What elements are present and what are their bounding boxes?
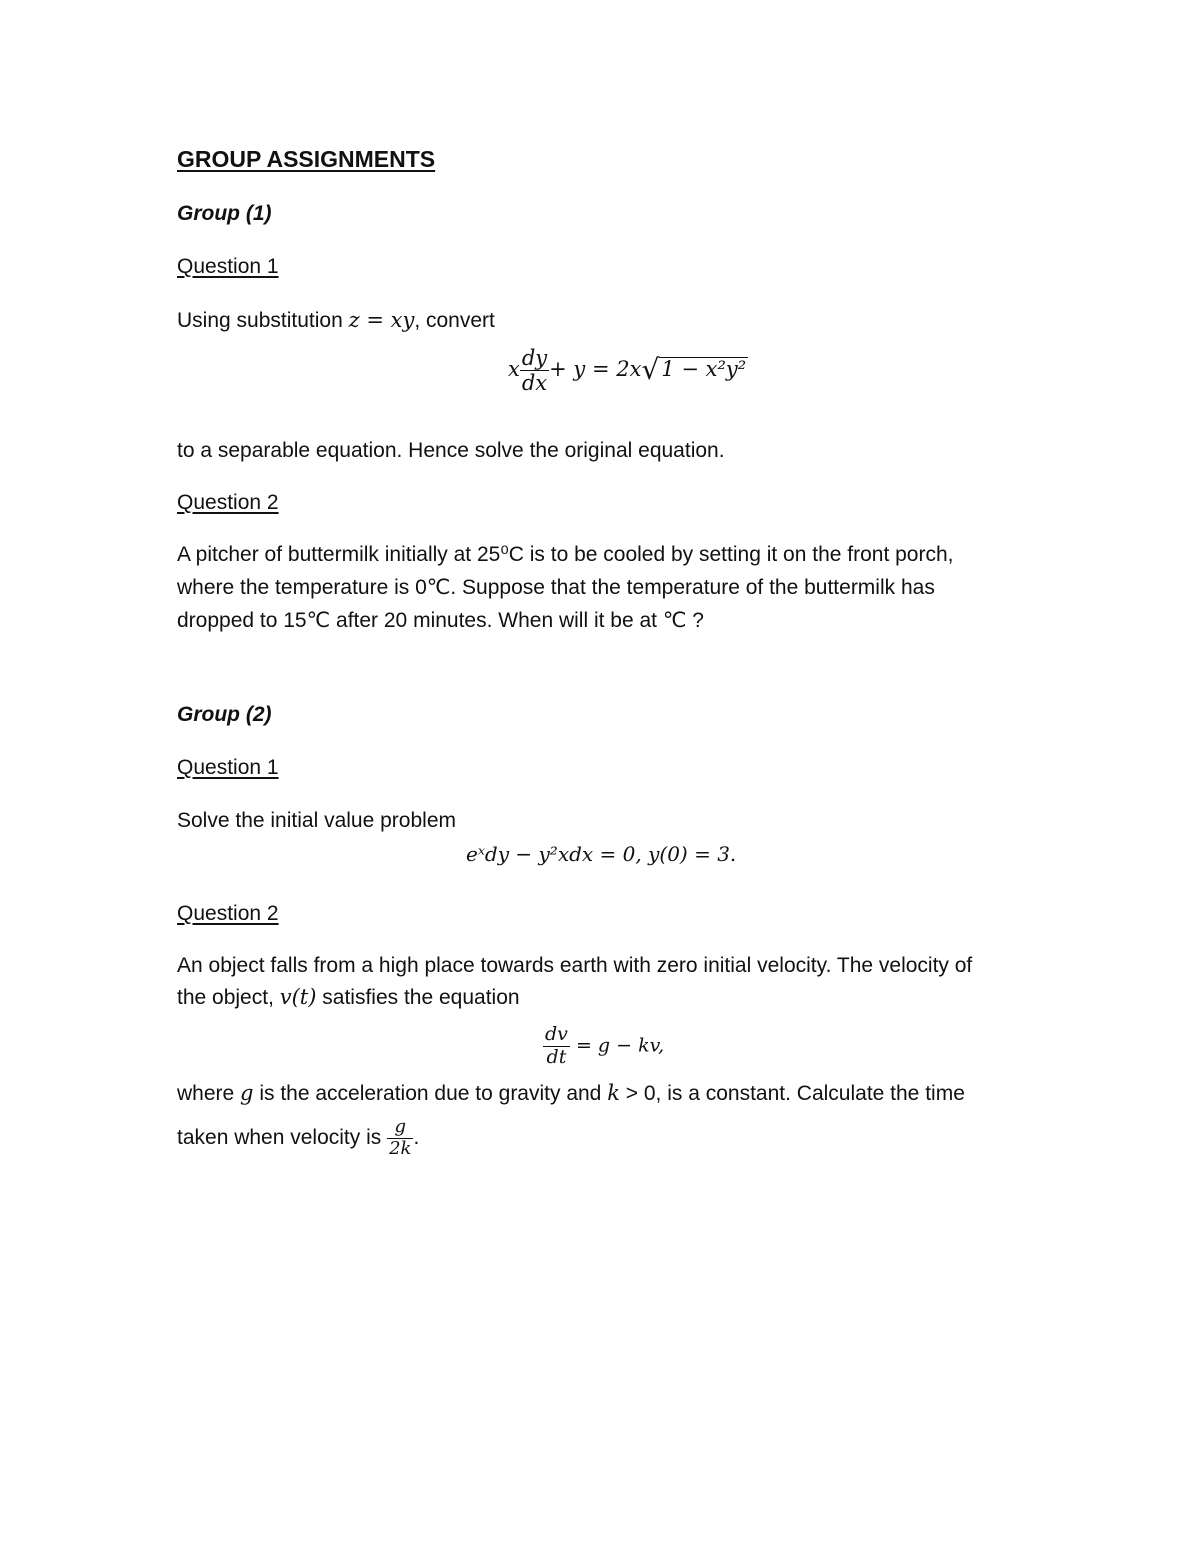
line4-end: . <box>413 1126 420 1149</box>
group-2-question-2-line-3 <box>177 1077 965 1110</box>
g-over-2k-fraction <box>387 1117 413 1159</box>
group-1-question-2-line-3: dropped to 15℃ after 20 minutes. When will it be at ℃ ? <box>177 609 704 632</box>
group-2-question-1-equation: eˣdy − y²xdx = 0, y(0) = 3. <box>466 842 737 866</box>
group-1-question-2-heading: Question 2 <box>177 491 279 514</box>
group-1-question-2-line-1: A pitcher of buttermilk initially at 25⁰C is to be cooled by setting it on the front porch, <box>177 543 954 566</box>
group-2-question-1-intro: Solve the initial value problem <box>177 809 456 832</box>
group-2-question-1-heading: Question 1 <box>177 756 279 779</box>
group-2-question-2-equation <box>543 1024 664 1069</box>
line3-k: k <box>607 1081 620 1105</box>
eq-sqrt-content: 1 − x²y² <box>661 357 747 382</box>
group-1-heading: Group (1) <box>177 202 272 225</box>
intro-suffix: , convert <box>414 309 495 332</box>
group-1-question-1-heading: Question 1 <box>177 255 279 278</box>
group-2-question-2-heading: Question 2 <box>177 902 279 925</box>
line3-g: g <box>240 1081 254 1105</box>
line3-c: > 0, is a constant. Calculate the time <box>619 1082 965 1105</box>
g-over-2k-den: 2k <box>389 1137 412 1159</box>
g-over-2k-num: g <box>387 1117 413 1139</box>
group-1-question-1-outro: to a separable equation. Hence solve the original equation. <box>177 439 725 462</box>
group-1-question-1-equation <box>508 346 748 395</box>
group-2-question-2-line-1: An object falls from a high place towards earth with zero initial velocity. The velocity of <box>177 954 973 977</box>
group-2-question-2-line-4 <box>177 1116 419 1160</box>
intro-prefix: Using substitution <box>177 309 349 332</box>
eq-rhs: = g − kv, <box>575 1034 665 1057</box>
dv-dt-fraction <box>543 1024 570 1069</box>
page-title: GROUP ASSIGNMENTS <box>177 146 436 172</box>
eq-middle: + y = 2x <box>549 357 642 382</box>
group-2-heading: Group (2) <box>177 703 272 726</box>
line3-a: where <box>177 1082 241 1105</box>
line4-text: taken when velocity is <box>177 1126 388 1149</box>
line3-b: is the acceleration due to gravity and <box>253 1082 608 1105</box>
eq-fraction <box>520 346 549 395</box>
group-1-question-2-line-2: where the temperature is 0℃. Suppose that the temperature of the buttermilk has <box>177 576 935 599</box>
line2-prefix: the object, <box>177 986 280 1009</box>
group-1-question-1-intro <box>177 304 495 337</box>
dv-dt-num: dv <box>545 1023 568 1045</box>
dv-dt-den: dt <box>546 1045 567 1068</box>
eq-frac-num: dy <box>521 346 548 370</box>
line2-math: v(t) <box>279 985 317 1009</box>
group-2-question-2-line-2 <box>177 981 520 1014</box>
line2-suffix: satisfies the equation <box>316 986 520 1009</box>
eq-x: x <box>508 357 520 382</box>
eq-sqrt: √1 − x²y² <box>641 353 747 387</box>
intro-math: z = xy <box>348 308 415 332</box>
eq-frac-den: dx <box>521 371 548 396</box>
